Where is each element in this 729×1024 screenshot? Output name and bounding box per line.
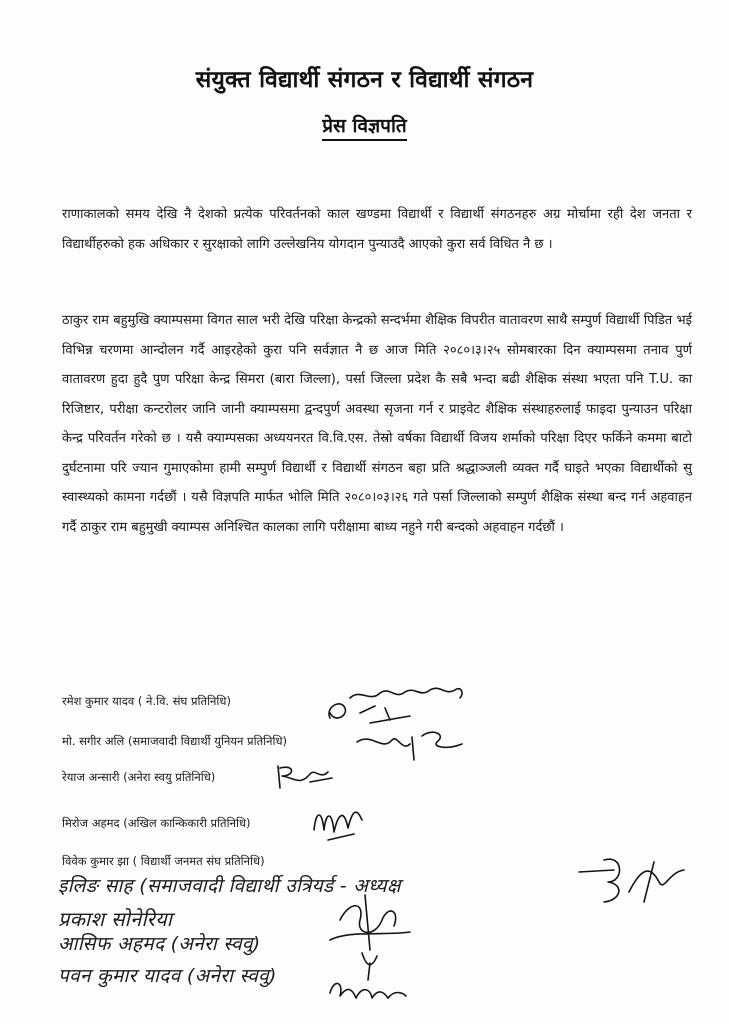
document-subtitle bbox=[0, 112, 729, 138]
signature-4 bbox=[308, 800, 368, 844]
handwritten-line-3: आसिफ अहमद (अनेरा स्ववु) bbox=[58, 933, 261, 955]
handwritten-line-4: पवन कुमार यादव (अनेरा स्ववु) bbox=[58, 965, 277, 987]
document-title: संयुक्त विद्यार्थी संगठन र विद्यार्थी संगठन bbox=[195, 67, 534, 93]
signature-5 bbox=[574, 852, 694, 912]
signature-3 bbox=[270, 760, 340, 794]
signature-7 bbox=[322, 948, 412, 1008]
signatory-2: मो. सगीर अलि (समाजवादी विद्यार्थी युनियन प्रतिनिधि) bbox=[62, 734, 288, 748]
handwritten-line-2: प्रकाश सोनेरिया bbox=[58, 907, 173, 931]
signatory-1: रमेश कुमार यादव ( ने.वि. संघ प्रतिनिधि) bbox=[62, 694, 231, 708]
handwritten-line-1: इलिङ साह (समाजवादी विद्यार्थी उत्रियर्ड - अध्यक्ष bbox=[58, 875, 401, 897]
signature-2 bbox=[352, 722, 472, 762]
signatory-5: विवेक कुमार झा ( विद्यार्थी जनमत संघ प्रतिनिधि) bbox=[62, 854, 265, 868]
signature-1 bbox=[300, 678, 470, 728]
paragraph-intro: राणाकालको समय देखि नै देशको प्रत्येक परिवर्तनको काल खण्डमा विद्यार्थी र विद्यार्थी संगठनहरु अग्र मोर्चामा रही देश जनता र विद्यार्थीहरुको हक अधिकार र सुरक्षाको लागि उल्लेखनिय योगदान पुन्याउदै आएको कुरा सर्व विधित नै छ । bbox=[62, 207, 692, 252]
document-subtitle-text: प्रेस विज्ञपति bbox=[322, 115, 406, 141]
signatory-3: रेयाज अन्सारी (अनेरा स्वयु प्रतिनिधि) bbox=[62, 770, 216, 784]
signatory-4: मिरोज अहमद (अखिल कान्किकारी प्रतिनिधि) bbox=[62, 816, 251, 830]
paragraph-main: ठाकुर राम बहुमुखि क्याम्पसमा विगत साल भरी देखि परिक्षा केन्द्रको सन्दर्भमा शैक्षिक विपरीत वातावरण साथै सम्पुर्ण विद्यार्थी पिडित भई विभिन्न चरणमा आन्दोलन गर्दै आइरहेको कुरा पनि सर्वज्ञात नै छ आज मिति २०८०।३।२५ सोमबारका दिन क्याम्पसमा तनाव पुर्ण वातावरण हुदा हुदै पुण परिक्षा केन्द्र सिमरा (बारा जिल्ला), पर्सा जिल्ला प्रदेश कै सबै भन्दा बढी शैक्षिक संस्था भएता पनि T.U. का रिजिष्टार, परीक्षा कन्टरोलर जानि जानी क्याम्पसमा द्वन्दपुर्ण अवस्था सृजना गर्न र प्राइवेट शैक्षिक संस्थाहरुलाई फाइदा पुन्याउन परिक्षा केन्द्र परिवर्तन गरेको छ । यसै क्याम्पसका अध्ययनरत वि.वि.एस. तेस्रो वर्षका विद्यार्थी विजय शर्माको परिक्षा दिएर फर्किने कममा बाटो दुर्घटनामा परि ज्यान गुमाएकोमा हामी सम्पुर्ण विद्यार्थी र विद्यार्थी संगठन बहा प्रति श्रद्धाञ्जली व्यक्त गर्दै घाइते भएका विद्यार्थीको सु स्वास्थ्यको कामना गर्दछौं । यसै विज्ञपति मार्फत भोलि मिति २०८०।०३।२६ गते पर्सा जिल्लाको सम्पुर्ण शैक्षिक संस्था बन्द गर्न अहवाहन गर्दै ठाकुर राम बहुमुखी क्याम्पस अनिश्चित कालका लागि परीक्षामा बाध्य नहुने गरी बन्दको अहवाहन गर्दछौं । bbox=[62, 313, 692, 535]
